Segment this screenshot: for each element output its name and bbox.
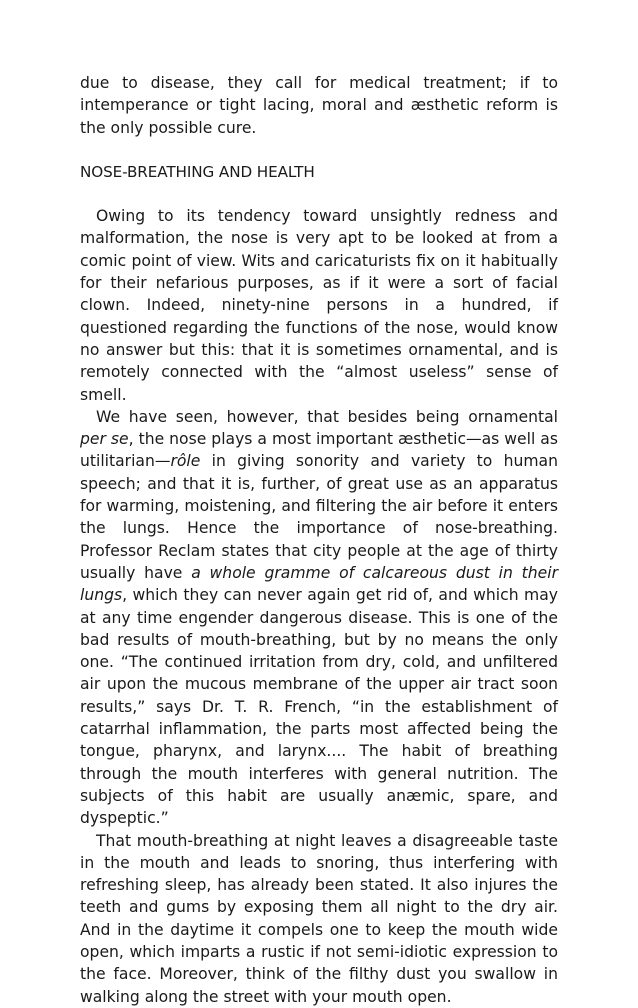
paragraph-1: Owing to its tendency toward unsightly redness and malformation, the nose is very apt to be looked at from a comic point of view. Wits and caricaturists fix on it habitually for their nefarious purposes, as if it were a sort of facial clown. Indeed, ninety-nine persons in a hundred, if questioned regarding the functions of the nose, would know no answer but this: that it is sometimes ornamental, and is remotely connected with the “almost useless” sense of smell. xyxy=(80,207,558,404)
paragraph-2-part-4: , which they can never again get rid of, and which may at any time engender dangerous disease. This is one of the bad results of mouth-breathing, but by no means the only one. “The continued irritation from dry, cold, and unfiltered air upon the mucous membrane of the upper air tract soon results,” says Dr. T. R. French, “in the establishment of catarrhal inflammation, the parts most affected being the tongue, pharynx, and larynx.... The habit of breathing through the mouth interferes with general nutrition. The subjects of this habit are usually anæmic, spare, and dyspeptic.” xyxy=(80,586,558,828)
paragraph-2-part-1: We have seen, however, that besides being ornamental xyxy=(96,407,558,426)
italic-role: rôle xyxy=(170,452,201,471)
italic-per-se: per se xyxy=(80,430,129,449)
fragment-paragraph: due to disease, they call for medical treatment; if to intemperance or tight lacing, moral and æsthetic reform is the only possible cure. xyxy=(80,74,558,137)
paragraph-2-part-3: in giving sonority and variety to human speech; and that it is, further, of great use as an apparatus for warming, moistening, and filtering the air before it enters the lungs. Hence the importance of nose-breathing. Professor Reclam states that city people at the age of thirty usually have xyxy=(80,452,558,582)
paragraph-2 xyxy=(80,406,558,830)
italic-calcareous-dust: a whole gramme of calcareous dust in their lungs xyxy=(80,563,559,605)
paragraph-3: That mouth-breathing at night leaves a disagreeable taste in the mouth and leads to snoring, thus interfering with refreshing sleep, has already been stated. It also injures the teeth and gums by exposing them all night to the dry air. And in the daytime it compels one to keep the mouth wide open, which imparts a rustic if not semi-idiotic expression to the face. Moreover, think of the filthy dust you swallow in walking along the street with your mouth open. xyxy=(80,831,558,1006)
document-page xyxy=(80,72,558,1008)
section-heading: NOSE-BREATHING AND HEALTH xyxy=(80,162,315,181)
paragraph-2-part-2: , the nose plays a most important æsthetic—as well as utilitarian— xyxy=(80,430,558,471)
